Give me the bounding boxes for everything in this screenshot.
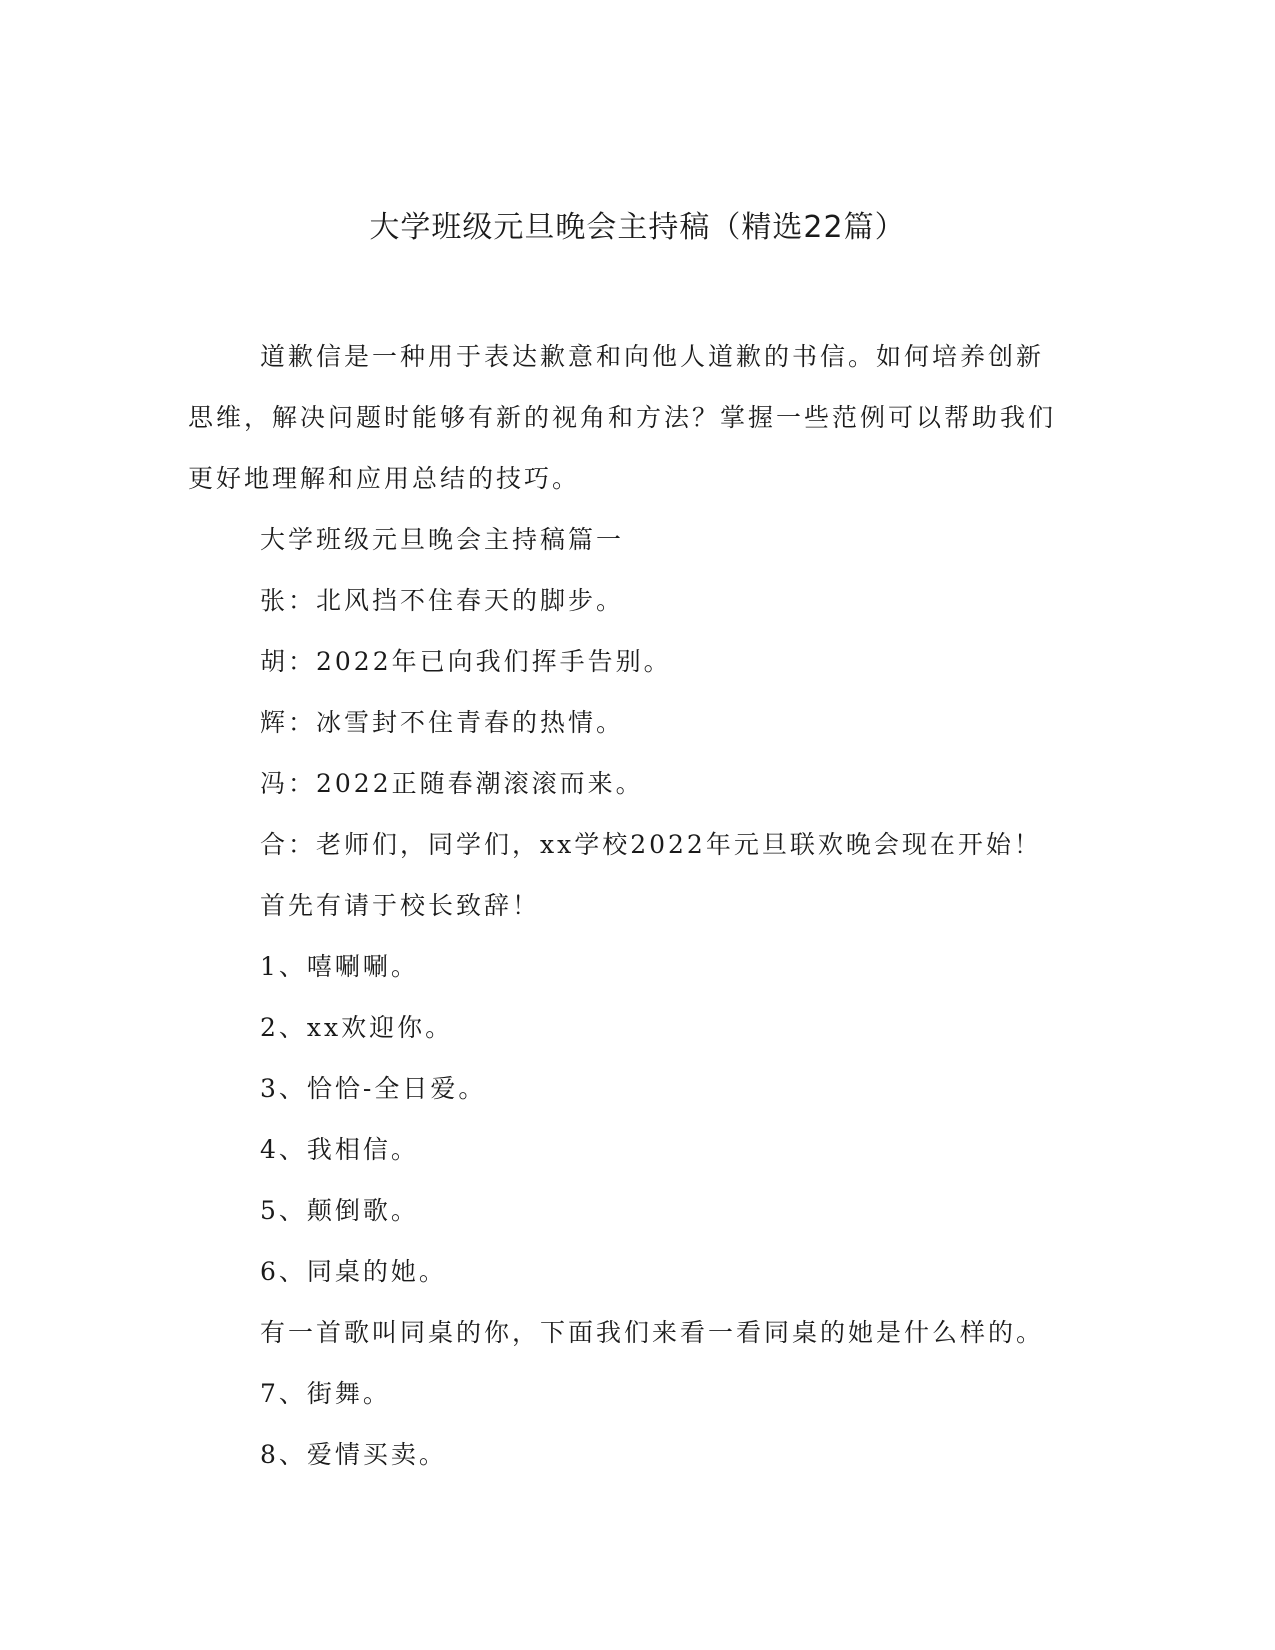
- text-line: 有一首歌叫同桌的你，下面我们来看一看同桌的她是什么样的。: [260, 1318, 1045, 1347]
- document-body: [188, 326, 1068, 1485]
- list-item: 2、xx欢迎你。: [260, 1013, 454, 1042]
- intro-paragraph: 道歉信是一种用于表达歉意和向他人道歉的书信。如何培养创新思维，解决问题时能够有新的视角和方法？掌握一些范例可以帮助我们更好地理解和应用总结的技巧。: [188, 342, 1057, 493]
- list-item: 3、恰恰-全日爱。: [260, 1074, 487, 1103]
- text-line: 首先有请于校长致辞！: [260, 891, 541, 920]
- text-line: 冯：2022正随春潮滚滚而来。: [260, 769, 644, 798]
- list-item: 7、街舞。: [260, 1379, 391, 1408]
- text-line: 合：老师们，同学们，xx学校2022年元旦联欢晚会现在开始！: [260, 830, 1042, 859]
- text-line: 辉：冰雪封不住青春的热情。: [260, 708, 625, 737]
- list-item: 1、嘻唰唰。: [260, 952, 419, 981]
- list-item: 4、我相信。: [260, 1135, 419, 1164]
- text-line: 张：北风挡不住春天的脚步。: [260, 586, 625, 615]
- list-item: 5、颠倒歌。: [260, 1196, 419, 1225]
- text-line: 大学班级元旦晚会主持稿篇一: [260, 525, 625, 554]
- text-line: 胡：2022年已向我们挥手告别。: [260, 647, 672, 676]
- list-item: 6、同桌的她。: [260, 1257, 447, 1286]
- list-item: 8、爱情买卖。: [260, 1440, 447, 1469]
- document-title: 大学班级元旦晚会主持稿（精选22篇）: [369, 210, 906, 245]
